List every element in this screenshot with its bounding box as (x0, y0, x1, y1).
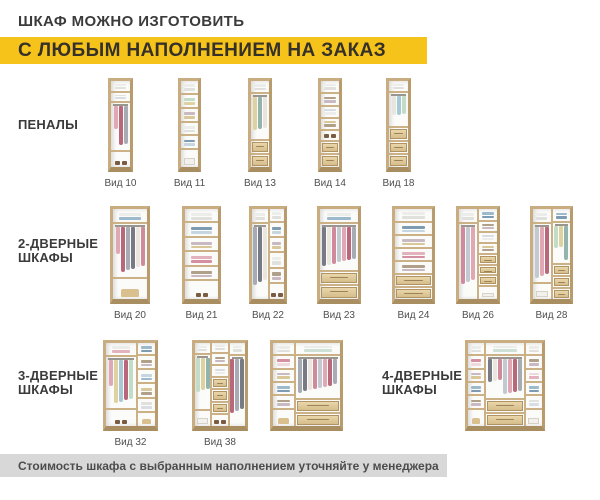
cabinet-vid-32 (103, 340, 158, 448)
cabinet-caption: Вид 26 (462, 310, 494, 321)
cabinet-body (392, 206, 435, 304)
page-title-text: ШКАФ МОЖНО ИЗГОТОВИТЬ (18, 13, 245, 30)
cabinet-body (270, 340, 343, 431)
cabinet-caption: Вид 10 (104, 178, 137, 189)
cabinet-vid-20 (110, 206, 150, 321)
cabinet-body (530, 206, 573, 304)
cabinet-body (178, 78, 201, 172)
cabinet-three-door-unlabeled (270, 340, 343, 431)
section-label-penaly: ПЕНАЛЫ (18, 117, 78, 132)
cabinet-body (192, 340, 248, 431)
cabinet-body (456, 206, 500, 304)
cabinet-caption: Вид 32 (114, 437, 147, 448)
cabinet-body (317, 206, 361, 304)
cabinet-four-door-unlabeled (465, 340, 545, 431)
cabinet-body (103, 340, 158, 431)
cabinet-caption: Вид 13 (244, 178, 276, 189)
cabinet-body (249, 206, 287, 304)
section-label-2-door: 2-ДВЕРНЫЕ ШКАФЫ (18, 236, 99, 265)
cabinet-vid-23 (317, 206, 361, 321)
section-label-3-door: 3-ДВЕРНЫЕ ШКАФЫ (18, 368, 99, 397)
cabinet-caption: Вид 11 (173, 178, 206, 189)
cabinet-vid-10 (104, 78, 137, 189)
cabinet-caption: Вид 20 (114, 310, 146, 321)
cabinet-vid-18 (382, 78, 415, 189)
cabinet-caption: Вид 38 (204, 437, 236, 448)
cabinet-caption: Вид 24 (397, 310, 430, 321)
cabinet-vid-24 (392, 206, 435, 321)
cabinet-caption: Вид 23 (323, 310, 355, 321)
cabinet-vid-26 (456, 206, 500, 321)
cabinet-vid-14 (314, 78, 346, 189)
cabinet-body (465, 340, 545, 431)
cabinet-body (182, 206, 221, 304)
cabinet-body (110, 206, 150, 304)
cabinet-vid-11 (173, 78, 206, 189)
cabinet-body (318, 78, 342, 172)
cabinet-caption: Вид 22 (252, 310, 284, 321)
cabinet-caption: Вид 21 (185, 310, 218, 321)
page-subtitle-text: С ЛЮБЫМ НАПОЛНЕНИЕМ НА ЗАКАЗ (18, 39, 387, 61)
cabinet-caption: Вид 18 (382, 178, 415, 189)
cabinet-body (108, 78, 133, 172)
cabinet-vid-28 (530, 206, 573, 321)
cabinet-caption: Вид 28 (535, 310, 568, 321)
cabinet-vid-38 (192, 340, 248, 448)
section-label-4-door: 4-ДВЕРНЫЕ ШКАФЫ (382, 368, 463, 397)
cabinet-caption: Вид 14 (314, 178, 346, 189)
cabinet-vid-21 (182, 206, 221, 321)
cabinet-body (248, 78, 272, 172)
cabinet-vid-22 (249, 206, 287, 321)
cabinet-vid-13 (244, 78, 276, 189)
cabinet-body (386, 78, 411, 172)
footer-note: Стоимость шкафа с выбранным наполнением уточняйте у менеджера (0, 454, 447, 477)
